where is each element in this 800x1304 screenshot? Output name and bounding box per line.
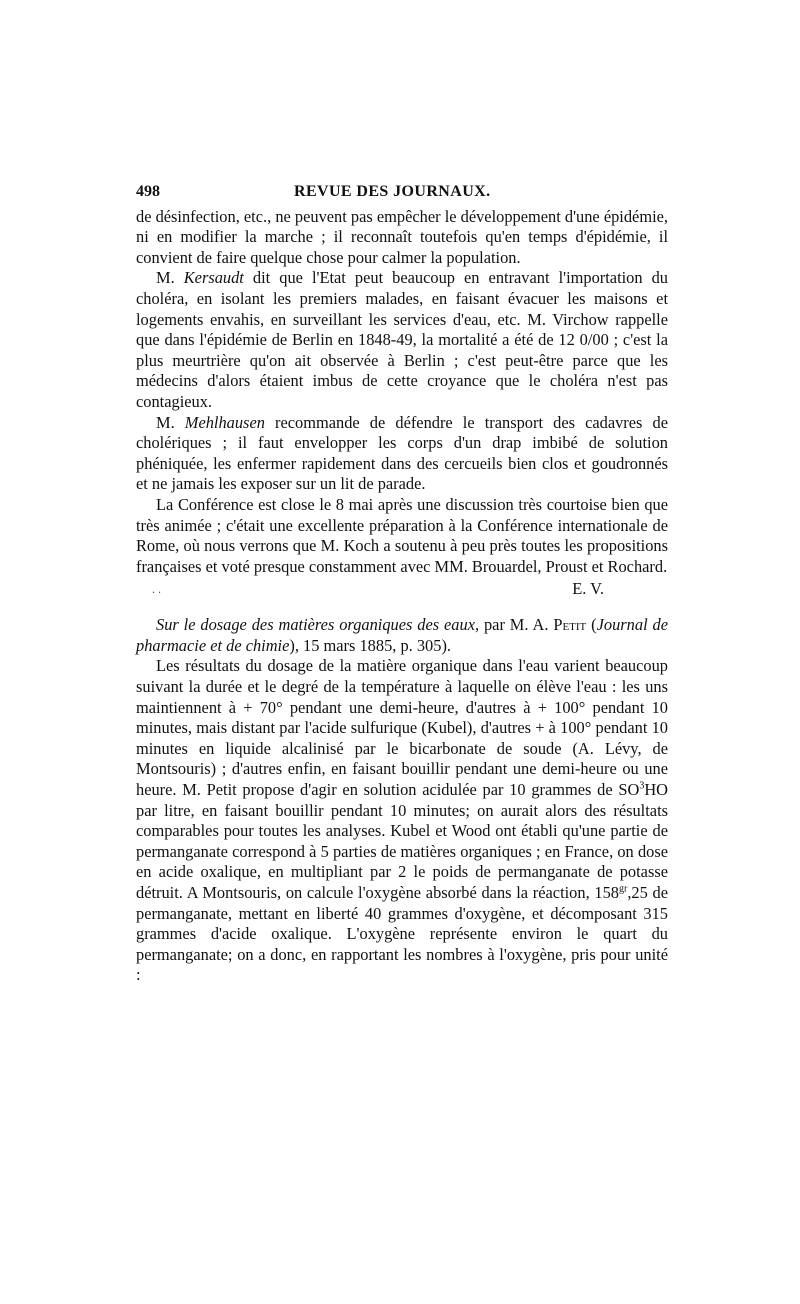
paragraph-text: La Conférence est close le 8 mai après une discussion très courtoise bien que très animée ; c'était une excellente préparation à la Conférence internationale de Rome, où nous verrons que M. Koch a soutenu à peu près toutes les propositions françaises et voté presque constamment avec MM. Brouardel, Proust et Rochard. xyxy=(136,494,668,576)
paragraph-mehlhausen xyxy=(136,413,668,495)
speaker-name: Mehlhausen xyxy=(184,412,265,432)
speaker-name: Kersaudt xyxy=(183,268,244,288)
article-citation: ), 15 mars 1885, p. 305). xyxy=(289,635,451,655)
paragraph-text: de désinfection, etc., ne peuvent pas empêcher le développement d'une épidémie, ni en modifier la marche ; il reconnaît toutefois qu'en temps d'épidémie, il convient de faire quelque chose pour calmer la population. xyxy=(136,206,668,267)
article-journal: Journal de pharmacie et de chimie xyxy=(136,615,669,655)
page-number: 498 xyxy=(136,183,160,200)
signature-dots: . . xyxy=(152,582,161,597)
article-title: Sur le dosage des matières organiques des eaux, xyxy=(156,615,480,635)
paragraph-continuation xyxy=(136,207,668,269)
paragraph-dosage xyxy=(136,656,668,986)
paragraph-text: ,25 de permanganate, mettant en liberté 40 grammes d'oxygène, et décomposant 315 grammes d'acide oxalique. L'oxygène représente environ le quart du permanganate; on a donc, en rapportant les nombres à l'oxygène, pris pour unité : xyxy=(136,883,668,985)
speaker-prefix: M. xyxy=(156,412,185,432)
section-gap xyxy=(136,601,668,615)
signature: E. V. xyxy=(572,579,604,599)
article-by: par M. A. xyxy=(479,615,554,635)
paragraph-kersaudt xyxy=(136,268,668,412)
article-heading xyxy=(136,615,668,656)
article-open-paren: ( xyxy=(586,615,597,635)
running-title: REVUE DES JOURNAUX. xyxy=(294,183,491,200)
paragraph-conference xyxy=(136,495,668,577)
running-header xyxy=(136,182,668,203)
superscript-gr: gr xyxy=(618,883,628,895)
article-author: Petit xyxy=(553,615,587,635)
speaker-prefix: M. xyxy=(156,268,184,288)
page-body xyxy=(136,182,668,986)
superscript-3: 3 xyxy=(639,780,645,792)
paragraph-text: Les résultats du dosage de la matière organique dans l'eau varient beaucoup suivant la durée et le degré de la température à laquelle on élève l'eau : les uns maintiennent à + 70° pendant une demi-heure, d'autres à + 100° pendant 10 minutes, mais distant par l'acide sulfurique (Kubel), d'autres + à 100° pendant 10 minutes en liquide alcalinisé par le bicarbonate de soude (A. Lévy, de Montsouris) ; d'autres enfin, en faisant bouillir pendant une demi-heure ou une heure. M. Petit propose d'agir en solution acidulée par 10 grammes de SO xyxy=(136,656,668,800)
paragraph-text: dit que l'Etat peut beaucoup en entravant l'importation du choléra, en isolant les premiers malades, en faisant évacuer les maisons et logements envahis, en surveillant les services d'eau, etc. M. Virchow rappelle que dans l'épidémie de Berlin en 1848-49, la mortalité a été de 12 0/00 ; c'est la plus meurtrière qu'on ait observée à Berlin ; c'est peut-être parce que les médecins d'alors étaient imbus de cette croyance que le choléra n'est pas contagieux. xyxy=(136,268,669,411)
paragraph-text: HO par litre, en faisant bouillir pendant 10 minutes; on aurait alors des résultats comparables pour toutes les analyses. Kubel et Wood ont établi qu'une partie de permanganate correspond à 5 parties de matières organiques ; en France, on dose en acide oxalique, en multipliant par 2 le poids de permanganate de potasse détruit. A Montsouris, on calcule l'oxygène absorbé dans la réaction, 158 xyxy=(136,780,668,902)
paragraph-text: recommande de défendre le transport des cadavres de cholériques ; il faut envelopper les corps d'un drap imbibé de solution phéniquée, les enfermer rapidement dans des cercueils bien clos et goudronnés et ne jamais les exposer sur un lit de parade. xyxy=(136,412,668,494)
signature-row xyxy=(136,579,668,601)
